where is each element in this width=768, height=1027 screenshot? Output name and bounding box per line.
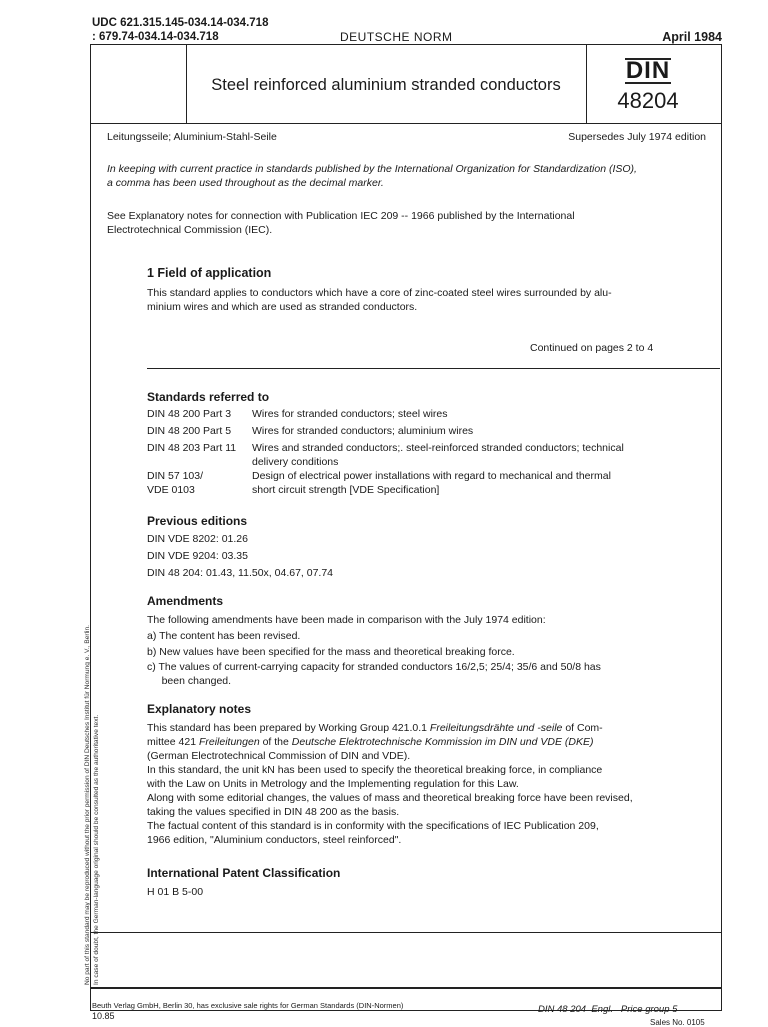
footer-din-ref: DIN 48 204 Engl. Price group 5 [538, 1004, 678, 1015]
amendments-text [147, 612, 601, 688]
section-heading-field: 1 Field of application [147, 266, 272, 280]
amendment-item: been changed. [147, 675, 232, 687]
standard-code: DIN 48 200 Part 5 [147, 425, 232, 437]
explanatory-line: Along with some editorial changes, the values of mass and theoretical breaking force have been revised, [147, 792, 633, 804]
standard-code: DIN 48 203 Part 11 [147, 442, 237, 454]
standard-code: VDE 0103 [147, 484, 195, 496]
text-run-italic: Freileitungsdrähte und -seile [429, 722, 563, 734]
amendment-item: b) New values have been specified for the mass and theoretical breaking force. [147, 646, 515, 658]
text-run: of the [259, 736, 292, 748]
explanatory-reference-line: Electrotechnical Commission (IEC). [107, 224, 273, 236]
explanatory-line: (German Electrotechnical Commission of DIN and VDE). [147, 750, 411, 762]
udc-line-1: UDC 621.315.145-034.14-034.718 [92, 17, 269, 29]
divider [147, 368, 720, 369]
explanatory-line: 1966 edition, "Aluminium conductors, steel reinforced". [147, 834, 402, 846]
section-heading-ipc: International Patent Classification [147, 866, 341, 880]
explanatory-line [147, 735, 722, 749]
explanatory-line: taking the values specified in DIN 48 200 as the basis. [147, 806, 400, 818]
explanatory-line [147, 721, 722, 735]
publisher-text: Beuth Verlag GmbH, Berlin 30, has exclusive sale rights for German Standards (DIN-Normen) [92, 1001, 404, 1010]
explanatory-line: In this standard, the unit kN has been used to specify the theoretical breaking force, in compliance [147, 764, 603, 776]
amendment-item: c) The values of current-carrying capacity for stranded conductors 16/2,5; 25/4; 35/6 and 50/8 has [147, 661, 601, 673]
din-logo [620, 58, 676, 84]
text-run: of Com- [562, 722, 603, 734]
udc-classification [92, 16, 268, 44]
copyright-line: In case of doubt, the German-language original should be consulted as the authoritative text. [93, 714, 100, 985]
standard-code: DIN 48 200 Part 3 [147, 408, 232, 420]
german-title: Leitungsseile; Aluminium-Stahl-Seile [107, 131, 277, 143]
iso-note-line: In keeping with current practice in standards published by the International Organization for Standardization (ISO), [107, 163, 637, 175]
din-number: 48204 [617, 88, 679, 113]
section-heading-explanatory-notes: Explanatory notes [147, 702, 252, 716]
bottom-rule [90, 987, 722, 989]
field-text-line: This standard applies to conductors which have a core of zinc-coated steel wires surrounded by alu- [147, 287, 612, 299]
copyright-line: No part of this standard may be reproduced without the prior permission of DIN Deutsches Institut für Normung e. V., Berlin. [84, 624, 91, 985]
standard-description: short circuit strength [VDE Specification] [252, 484, 440, 496]
norm-label: DEUTSCHE NORM [340, 30, 453, 44]
standard-description: Wires for stranded conductors; aluminium wires [252, 425, 474, 437]
field-text [147, 286, 612, 314]
previous-edition: DIN VDE 8202: 01.26 [147, 533, 248, 545]
standard-code: DIN 57 103/ [147, 470, 204, 482]
continued-note: Continued on pages 2 to 4 [530, 342, 654, 354]
explanatory-reference [107, 209, 575, 237]
standard-description: Design of electrical power installations with regard to mechanical and thermal [252, 470, 611, 482]
standard-description: Wires and stranded conductors;. steel-reinforced stranded conductors; technical [252, 442, 624, 454]
explanatory-reference-line: See Explanatory notes for connection with Publication IEC 209 -- 1966 published by the International [107, 210, 575, 222]
edition-code: 10.85 [92, 1011, 115, 1021]
explanatory-line: The factual content of this standard is in conformity with the specifications of IEC Publication 209, [147, 820, 599, 832]
issue-date: April 1984 [662, 30, 722, 44]
explanatory-line: with the Law on Units in Metrology and the Implementing regulation for this Law. [147, 778, 519, 790]
copyright-side-note [83, 265, 101, 985]
text-run-italic: Deutsche Elektrotechnische Kommission im DIN und VDE (DKE) [291, 736, 594, 748]
previous-editions-list [147, 531, 333, 582]
explanatory-notes-text [147, 721, 722, 847]
iso-note [107, 162, 637, 190]
amendment-item: a) The content has been revised. [147, 630, 301, 642]
document-title: Steel reinforced aluminium stranded conductors [211, 76, 561, 94]
section-heading-previous-editions: Previous editions [147, 514, 248, 528]
standard-description: Wires for stranded conductors; steel wires [252, 408, 448, 420]
amendments-intro: The following amendments have been made in comparison with the July 1974 edition: [147, 614, 546, 626]
footer-publisher [92, 1001, 403, 1021]
section-heading-standards: Standards referred to [147, 390, 270, 404]
udc-line-2: : 679.74-034.14-034.718 [92, 31, 219, 43]
section-heading-amendments: Amendments [147, 594, 224, 608]
field-text-line: minium wires and which are used as stranded conductors. [147, 301, 418, 313]
divider [90, 932, 722, 933]
standard-description: delivery conditions [252, 456, 339, 468]
previous-edition: DIN 48 204: 01.43, 11.50x, 04.67, 07.74 [147, 567, 334, 579]
text-run: This standard has been prepared by Working Group 421.0.1 [147, 722, 430, 734]
previous-edition: DIN VDE 9204: 03.35 [147, 550, 248, 562]
text-run-italic: Freileitungen [198, 736, 260, 748]
text-run: mittee 421 [147, 736, 199, 748]
din-logo-text: DIN [625, 57, 671, 84]
supersedes-note: Supersedes July 1974 edition [568, 131, 706, 143]
title-divider-right [586, 44, 587, 124]
iso-note-line: a comma has been used throughout as the decimal marker. [107, 177, 384, 189]
sales-number: Sales No. 0105 [650, 1018, 705, 1027]
ipc-value: H 01 B 5-00 [147, 886, 204, 898]
